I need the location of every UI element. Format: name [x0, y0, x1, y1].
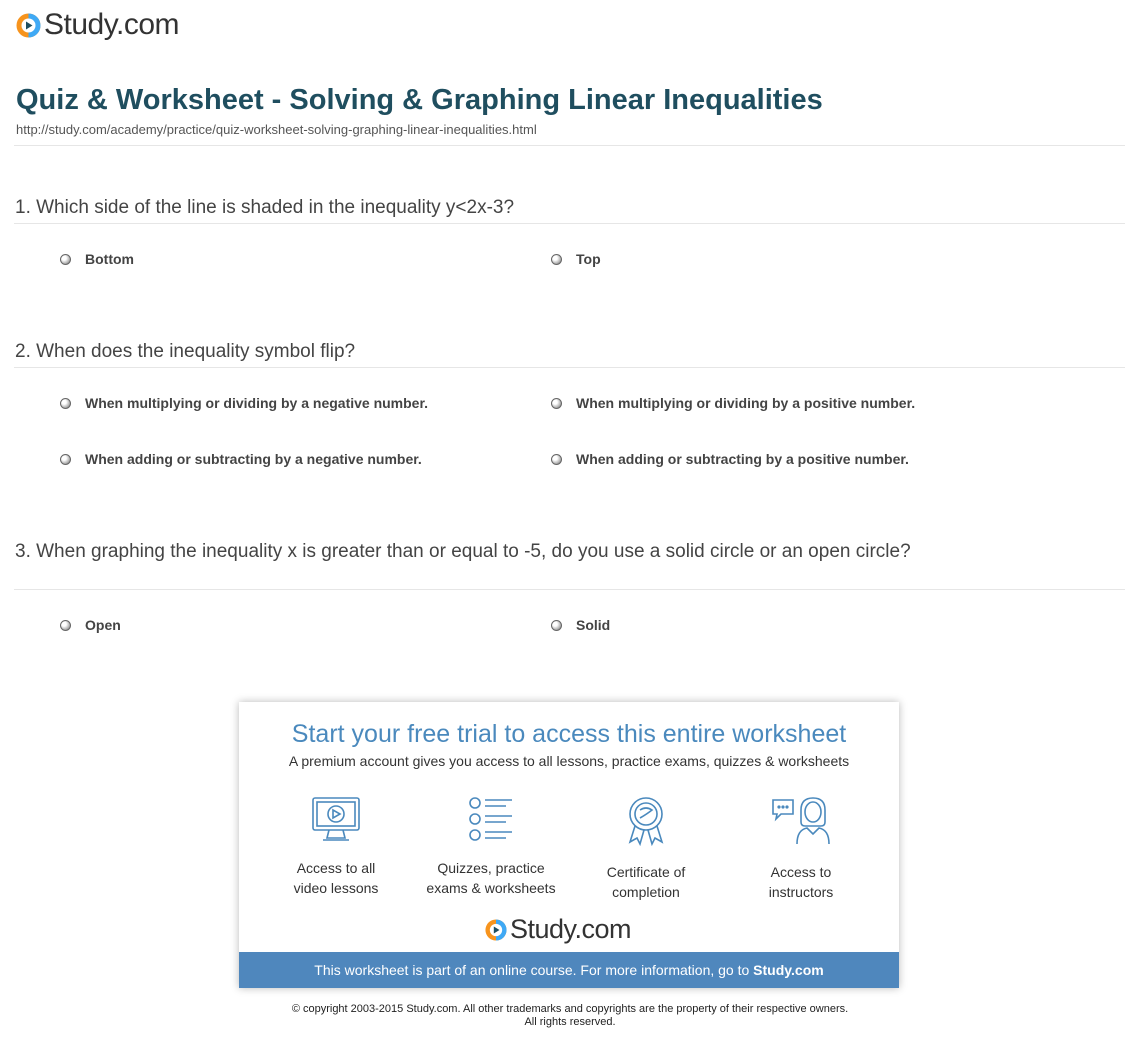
instructor-chat-icon — [771, 796, 831, 846]
option-label: Open — [85, 617, 121, 633]
feature-label-line: Access to — [770, 864, 832, 880]
logo-wordmark: Study.com — [510, 914, 632, 944]
study-logo-mark-icon — [485, 919, 507, 941]
divider — [14, 145, 1125, 146]
divider — [14, 367, 1125, 368]
question-1-text: 1. Which side of the line is shaded in the inequality y<2x-3? — [15, 197, 515, 218]
feature-label-line: instructors — [768, 884, 834, 900]
question-3-text: 3. When graphing the inequality x is greater than or equal to -5, do you use a solid circle or an open circle? — [15, 541, 911, 562]
study-logo-mark-icon — [16, 13, 41, 38]
copyright-line: © copyright 2003-2015 Study.com. All other trademarks and copyrights are the property of their respective owners. — [291, 1003, 849, 1015]
radio-button[interactable] — [60, 454, 71, 465]
feature-label-line: Quizzes, practice — [437, 860, 545, 876]
radio-button[interactable] — [551, 620, 562, 631]
question-2-option-c[interactable] — [60, 451, 422, 467]
feature-label-line: completion — [612, 884, 680, 900]
video-monitor-icon — [311, 796, 361, 842]
logo-wordmark: Study.com — [44, 8, 179, 41]
feature-video-lessons — [261, 796, 411, 898]
feature-certificate — [571, 796, 721, 902]
question-3-option-b[interactable] — [551, 617, 610, 633]
option-label: When adding or subtracting by a positive number. — [576, 451, 909, 467]
checklist-icon — [466, 796, 516, 842]
divider — [14, 589, 1125, 590]
question-3-option-a[interactable] — [60, 617, 121, 633]
radio-button[interactable] — [60, 254, 71, 265]
page-title: Quiz & Worksheet - Solving & Graphing Linear Inequalities — [16, 84, 823, 116]
radio-button[interactable] — [551, 254, 562, 265]
certificate-ribbon-icon — [621, 796, 671, 846]
radio-button[interactable] — [60, 398, 71, 409]
question-2-option-a[interactable] — [60, 395, 428, 411]
question-2-option-d[interactable] — [551, 451, 909, 467]
radio-button[interactable] — [551, 398, 562, 409]
promo-heading[interactable]: Start your free trial to access this entire worksheet — [291, 720, 847, 748]
divider — [14, 223, 1125, 224]
feature-label-line: exams & worksheets — [426, 880, 556, 896]
copyright-line: All rights reserved. — [524, 1016, 616, 1028]
page-url: http://study.com/academy/practice/quiz-worksheet-solving-graphing-linear-inequalities.html — [16, 122, 537, 137]
feature-quizzes — [416, 796, 566, 898]
feature-label-line: video lessons — [293, 880, 379, 896]
question-2-option-b[interactable] — [551, 395, 915, 411]
option-label: When multiplying or dividing by a positive number. — [576, 395, 916, 411]
radio-button[interactable] — [60, 620, 71, 631]
promo-bar-link[interactable]: Study.com — [753, 962, 824, 978]
free-trial-promo[interactable] — [239, 702, 899, 988]
option-label: When adding or subtracting by a negative number. — [85, 451, 422, 467]
question-1-option-b[interactable] — [551, 251, 601, 267]
option-label: Top — [576, 251, 601, 267]
promo-bar-text: This worksheet is part of an online course. For more information, go to — [314, 962, 750, 978]
feature-label-line: Certificate of — [606, 864, 686, 880]
option-label: When multiplying or dividing by a negative number. — [85, 395, 429, 411]
radio-button[interactable] — [551, 454, 562, 465]
promo-study-com-logo[interactable] — [485, 914, 631, 945]
study-com-logo[interactable] — [16, 8, 179, 42]
feature-instructors — [726, 796, 876, 902]
question-2-text: 2. When does the inequality symbol flip? — [15, 341, 356, 362]
copyright-footer — [0, 1003, 1140, 1029]
option-label: Solid — [576, 617, 611, 633]
feature-label-line: Access to all — [296, 860, 376, 876]
promo-info-bar — [239, 952, 899, 988]
option-label: Bottom — [85, 251, 134, 267]
promo-subheading: A premium account gives you access to all lessons, practice exams, quizzes & worksheets — [288, 753, 850, 769]
question-1-option-a[interactable] — [60, 251, 134, 267]
